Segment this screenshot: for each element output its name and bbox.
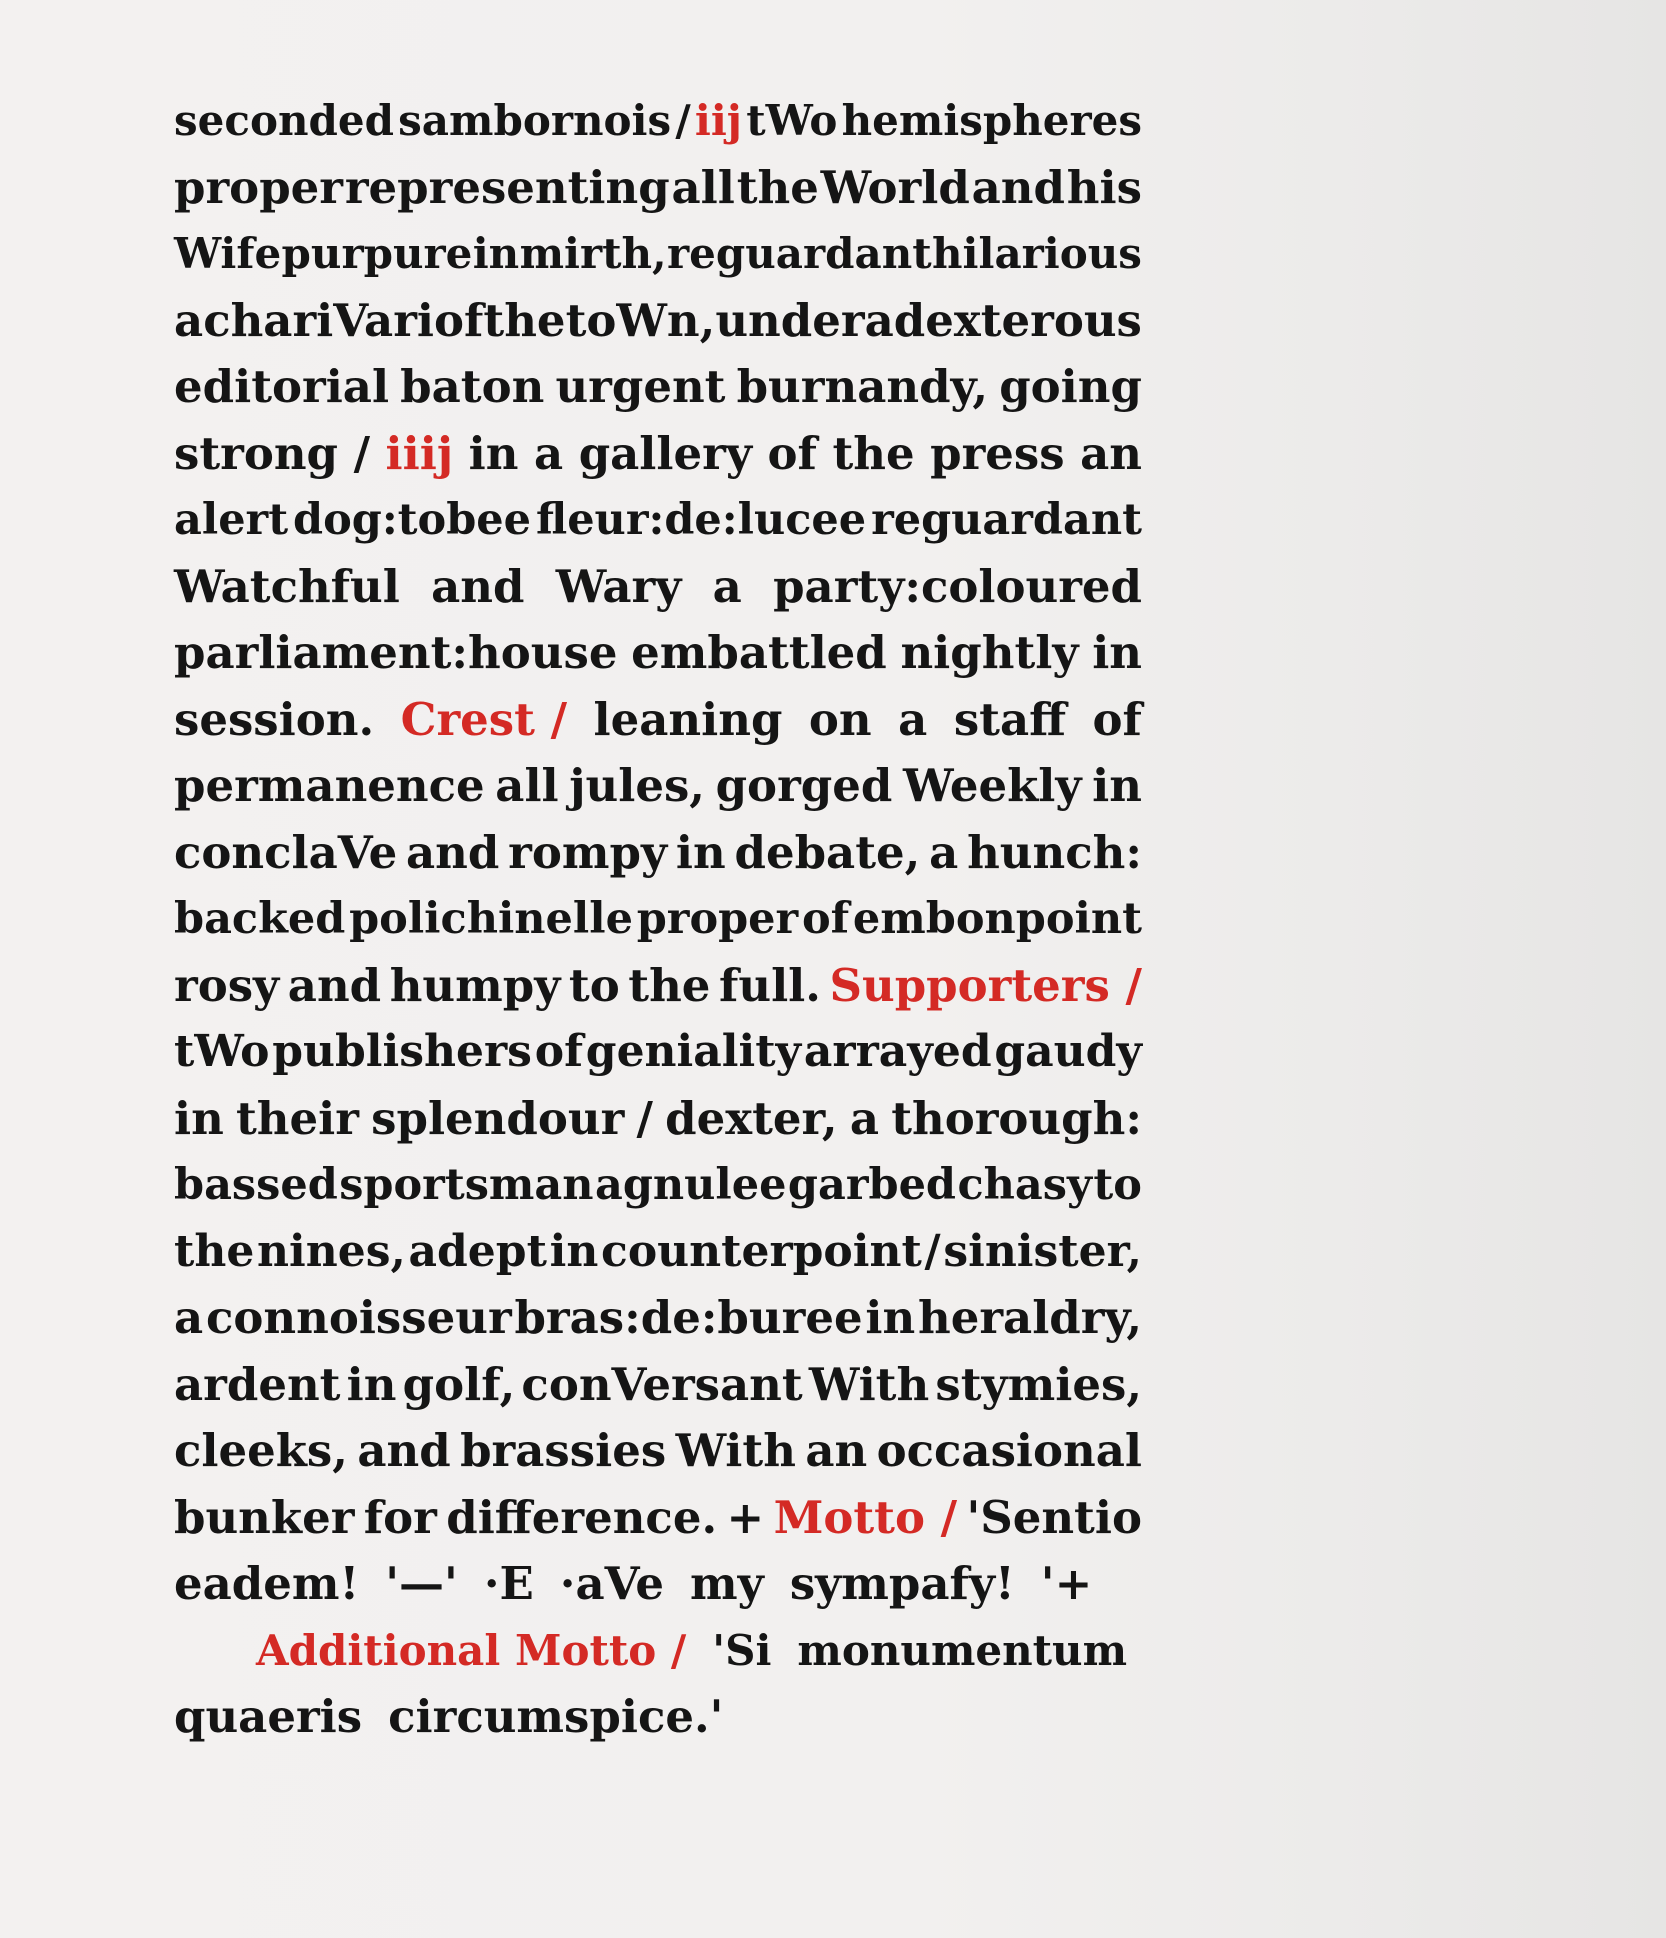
word: + (726, 1490, 765, 1544)
rubric-word: Supporters / (829, 958, 1142, 1012)
word: in (1092, 759, 1142, 812)
word: a (174, 1291, 204, 1344)
word: With (808, 1357, 930, 1411)
word: reguardant (871, 495, 1142, 545)
word: circumspice.' (388, 1690, 724, 1743)
word: eadem! (174, 1557, 360, 1610)
rubric-word: Motto / (773, 1490, 958, 1544)
word: their (236, 1091, 359, 1145)
word: chariVari (203, 293, 435, 347)
text-line (174, 1285, 1142, 1352)
word: a (712, 559, 742, 613)
word: the (736, 160, 819, 214)
word: and (971, 160, 1065, 214)
word: in (865, 1291, 916, 1344)
word: conclaVe (174, 825, 398, 879)
word: jules, (569, 759, 705, 812)
word: tWo (174, 1026, 270, 1077)
word: parliament:house (174, 626, 618, 679)
word: '+ (1040, 1557, 1093, 1610)
word: a (864, 293, 894, 347)
word: a (898, 692, 928, 746)
word: and (287, 958, 382, 1012)
text-line (174, 88, 1142, 155)
word: burnandy, (736, 360, 989, 413)
word: on (808, 692, 872, 746)
word: and (406, 825, 500, 879)
text-line (174, 354, 1142, 421)
word: party:coloured (773, 559, 1142, 613)
word: polichinelle (349, 894, 633, 944)
word: gaudy (994, 1026, 1142, 1077)
word: garbed (787, 1160, 956, 1210)
heraldic-text-block (174, 88, 1142, 1751)
word: chasy (957, 1160, 1092, 1210)
word: occasional (876, 1424, 1142, 1477)
word: splendour (371, 1091, 625, 1145)
word: baton (400, 360, 545, 413)
word: and (431, 559, 525, 613)
word: Wary (555, 559, 682, 613)
text-line (174, 620, 1142, 687)
word: embonpoint (852, 894, 1142, 944)
word: an (1080, 426, 1142, 480)
word: of (801, 894, 850, 944)
word: debate, (734, 825, 921, 879)
text-line (174, 753, 1142, 820)
word: in (675, 825, 726, 879)
text-line (174, 1086, 1142, 1153)
word: / (924, 1225, 941, 1277)
word: World (820, 160, 970, 214)
word: toWn, (565, 293, 716, 347)
word: in (472, 229, 520, 278)
word: dexter, (665, 1091, 838, 1145)
word: proper (636, 894, 799, 944)
word: a (174, 293, 204, 347)
word: gorged (715, 759, 893, 812)
word: sinister, (943, 1225, 1142, 1277)
word: going (999, 360, 1142, 413)
word: rompy (508, 825, 668, 879)
word: my (690, 1557, 764, 1610)
word: a (849, 1091, 879, 1145)
word: ·E (483, 1557, 534, 1610)
text-line (174, 1352, 1142, 1419)
word: to (1093, 1160, 1142, 1210)
word: tWo (746, 96, 838, 145)
text-line (174, 1618, 1142, 1685)
word: under (715, 293, 865, 347)
word: Watchful (174, 559, 400, 613)
word: adept (408, 1225, 547, 1277)
word: alert (174, 495, 289, 545)
word: in (549, 1225, 599, 1277)
word: in (1092, 626, 1142, 679)
text-line (174, 1219, 1142, 1286)
rubric-word: Crest / (400, 692, 568, 746)
word: agnulee (594, 1160, 787, 1210)
word: bras:de:buree (514, 1291, 863, 1344)
word: a (533, 426, 564, 480)
word: all (495, 759, 559, 812)
word: in (468, 426, 519, 480)
word: '—' (385, 1557, 458, 1610)
word: Wife (174, 229, 282, 278)
word: nightly (900, 626, 1079, 679)
word: dog:tobee (293, 495, 532, 545)
word: / (353, 426, 370, 480)
word: stymies, (935, 1357, 1142, 1411)
word: counterpoint (601, 1225, 922, 1277)
word: of (434, 293, 484, 347)
word: of (534, 1026, 584, 1077)
text-line (174, 1551, 1142, 1618)
word: mirth, (519, 229, 667, 278)
word: ardent (174, 1357, 341, 1411)
word: urgent (555, 360, 726, 413)
text-line (174, 1684, 1142, 1751)
word: publishers (272, 1026, 532, 1077)
text-line (174, 953, 1142, 1020)
word: purpure (281, 229, 473, 278)
word: his (1066, 160, 1142, 214)
word: gallery (578, 426, 752, 480)
word: representing (344, 160, 670, 214)
word: hilarious (932, 229, 1142, 278)
word: an (805, 1424, 868, 1477)
word: sympafy! (789, 1557, 1015, 1610)
word: the (174, 1225, 255, 1277)
word: Weekly (902, 759, 1082, 812)
word: the (832, 426, 915, 480)
word: golf, (402, 1357, 516, 1411)
text-line (174, 886, 1142, 953)
word: of (767, 426, 817, 480)
word: of (1092, 692, 1142, 746)
word: in (346, 1357, 397, 1411)
word: reguardant (667, 229, 932, 278)
word: dexterous (893, 293, 1142, 347)
text-line (174, 1418, 1142, 1485)
word: editorial (174, 360, 390, 413)
word: quaeris (174, 1690, 363, 1743)
text-line (174, 1019, 1142, 1086)
text-line (174, 421, 1142, 488)
word: seconded (174, 96, 394, 145)
word: connoisseur (205, 1291, 512, 1344)
word: With (675, 1424, 796, 1477)
word: leaning (593, 692, 783, 746)
word: humpy (389, 958, 561, 1012)
word: ·aVe (559, 1557, 665, 1610)
word: hemispheres (841, 96, 1142, 145)
word: geniality (585, 1026, 802, 1077)
text-line (174, 487, 1142, 554)
word: session. (174, 692, 375, 746)
word: thorough: (891, 1091, 1142, 1145)
text-line (174, 554, 1142, 621)
word: bunker (174, 1490, 355, 1544)
word: difference. (446, 1490, 718, 1544)
text-line (174, 1485, 1142, 1552)
word: press (930, 426, 1065, 480)
word: monumentum (797, 1625, 1128, 1675)
text-line (174, 221, 1142, 288)
text-line (174, 155, 1142, 222)
word: sambornois (398, 96, 672, 145)
word: 'Sentio (966, 1490, 1142, 1544)
word: hunch: (967, 825, 1142, 879)
word: a (929, 825, 959, 879)
word: for (363, 1490, 437, 1544)
word: the (628, 958, 711, 1012)
word: all (671, 160, 735, 214)
word: staff (953, 692, 1067, 746)
word: backed (174, 894, 346, 944)
text-line (174, 288, 1142, 355)
word: nines, (257, 1225, 406, 1277)
word: cleeks, (174, 1424, 348, 1477)
rubric-word: Additional Motto / (256, 1625, 687, 1675)
word: embattled (631, 626, 887, 679)
word: and (357, 1424, 451, 1477)
word: fleur:de:lucee (535, 495, 867, 545)
word: the (483, 293, 566, 347)
word: to (568, 958, 620, 1012)
word: full. (719, 958, 821, 1012)
word: conVersant (521, 1357, 803, 1411)
word: sportsman (339, 1160, 594, 1210)
rubric-word: iij (694, 96, 742, 145)
word: brassies (460, 1424, 667, 1477)
text-line (174, 1152, 1142, 1219)
rubric-word: iiij (385, 426, 454, 480)
text-line (174, 820, 1142, 887)
word: arrayed (803, 1026, 992, 1077)
word: / (636, 1091, 653, 1145)
word: / (675, 96, 691, 145)
word: permanence (174, 759, 485, 812)
word: bassed (174, 1160, 338, 1210)
word: strong (174, 426, 339, 480)
word: proper (174, 160, 343, 214)
text-line (174, 687, 1142, 754)
word: heraldry, (918, 1291, 1142, 1344)
word: in (174, 1091, 224, 1145)
word: 'Si (712, 1625, 772, 1675)
word: rosy (174, 958, 280, 1012)
